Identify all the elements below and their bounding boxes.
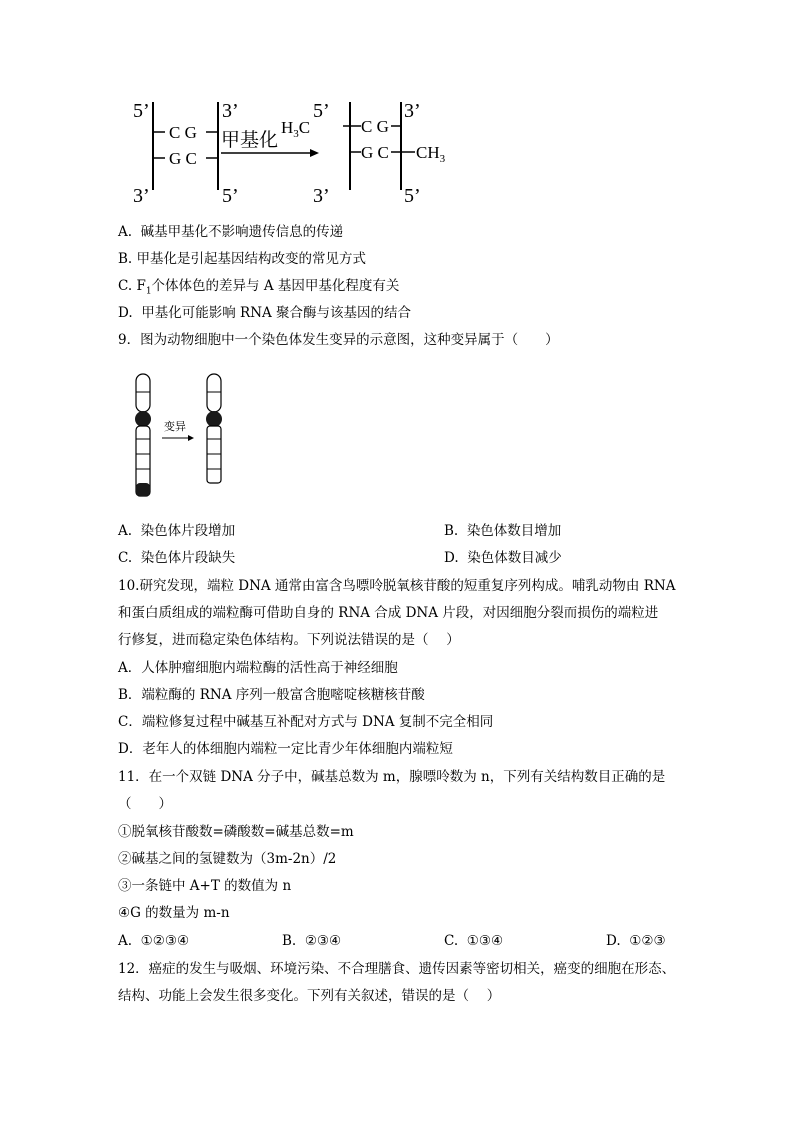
arrow-label: 甲基化 — [221, 130, 279, 151]
q11-item-1: ①脱氧核苷酸数=磷酸数=碱基总数=m — [118, 824, 354, 840]
q8-option-d: D. 甲基化可能影响 RNA 聚合酶与该基因的结合 — [118, 305, 412, 321]
left-5-top: 5’ — [133, 100, 150, 122]
left-3-top: 3’ — [222, 100, 239, 122]
h3c-group: $H_3C$ — [281, 118, 311, 140]
right-3-bottom: 3’ — [313, 185, 330, 207]
right-bases-bottom: G C — [361, 143, 389, 162]
q10-stem-line-3: 行修复，进而稳定染色体结构。下列说法错误的是（ ） — [118, 632, 460, 648]
q9-option-b: B. 染色体数目增加 — [444, 523, 562, 539]
right-3-top: 3’ — [404, 100, 421, 122]
q9-option-a: A. 染色体片段增加 — [118, 523, 236, 539]
q11-option-b: B. ②③④ — [282, 933, 342, 949]
q9-option-c: C. 染色体片段缺失 — [118, 550, 236, 566]
q9-option-d: D. 染色体数目减少 — [444, 550, 562, 566]
q12-stem-line-1: 12．癌症的发生与吸烟、环境污染、不合理膳食、遗传因素等密切相关，癌变的细胞在形态、 — [118, 961, 676, 977]
ch3-group: $CH_3$ — [416, 143, 446, 165]
q10-option-a: A．人体肿瘤细胞内端粒酶的活性高于神经细胞 — [118, 660, 398, 676]
q10-option-c: C．端粒修复过程中碱基互补配对方式与 DNA 复制不完全相同 — [118, 714, 494, 730]
left-3-bottom: 3’ — [133, 185, 150, 207]
dna-methylation-figure — [125, 90, 465, 210]
variation-label: 变异 — [164, 420, 186, 433]
q12-stem-line-2: 结构、功能上会发生很多变化。下列有关叙述，错误的是（ ） — [118, 988, 501, 1004]
q10-stem-line-2: 和蛋白质组成的端粒酶可借助自身的 RNA 合成 DNA 片段，对因细胞分裂而损伤的端粒进 — [118, 605, 659, 621]
q9-stem: 9．图为动物细胞中一个染色体发生变异的示意图，这种变异属于（ ） — [118, 332, 559, 348]
q8-option-a: A. 碱基甲基化不影响遗传信息的传递 — [118, 224, 344, 240]
q11-option-d: D. ①②③ — [606, 933, 666, 949]
left-5-bottom: 5’ — [222, 185, 239, 207]
q10-option-b: B．端粒酶的 RNA 序列一般富含胞嘧啶核糖核苷酸 — [118, 687, 425, 703]
q11-option-c: C. ①③④ — [444, 933, 504, 949]
q11-stem-line-2: （ ） — [118, 796, 172, 812]
q10-stem-line-1: 10.研究发现，端粒 DNA 通常由富含鸟嘌呤脱氧核苷酸的短重复序列构成。哺乳动物由 RNA — [118, 578, 676, 594]
q11-stem-line-1: 11．在一个双链 DNA 分子中，碱基总数为 m，腺嘌呤数为 n，下列有关结构数目正确的是 — [118, 769, 666, 785]
q11-item-2: ②碱基之间的氢键数为（3m-2n）/2 — [118, 851, 337, 867]
q8-option-b: B. 甲基化是引起基因结构改变的常见方式 — [118, 251, 367, 267]
q11-item-3: ③一条链中 A+T 的数值为 n — [118, 878, 292, 894]
left-bases-bottom: G C — [169, 149, 197, 168]
right-5-bottom: 5’ — [404, 185, 421, 207]
chromosome-variation-figure — [128, 370, 238, 500]
q10-option-d: D．老年人的体细胞内端粒一定比青少年体细胞内端粒短 — [118, 741, 453, 757]
right-bases-top: C G — [361, 117, 389, 136]
q11-option-a: A. ①②③④ — [118, 933, 190, 949]
right-5-top: 5’ — [313, 100, 330, 122]
q8-option-c: C. $F_1$个体体色的差异与 A 基因甲基化程度有关 — [118, 278, 400, 297]
q11-item-4: ④G 的数量为 m-n — [118, 905, 230, 921]
left-bases-top: C G — [169, 123, 197, 142]
